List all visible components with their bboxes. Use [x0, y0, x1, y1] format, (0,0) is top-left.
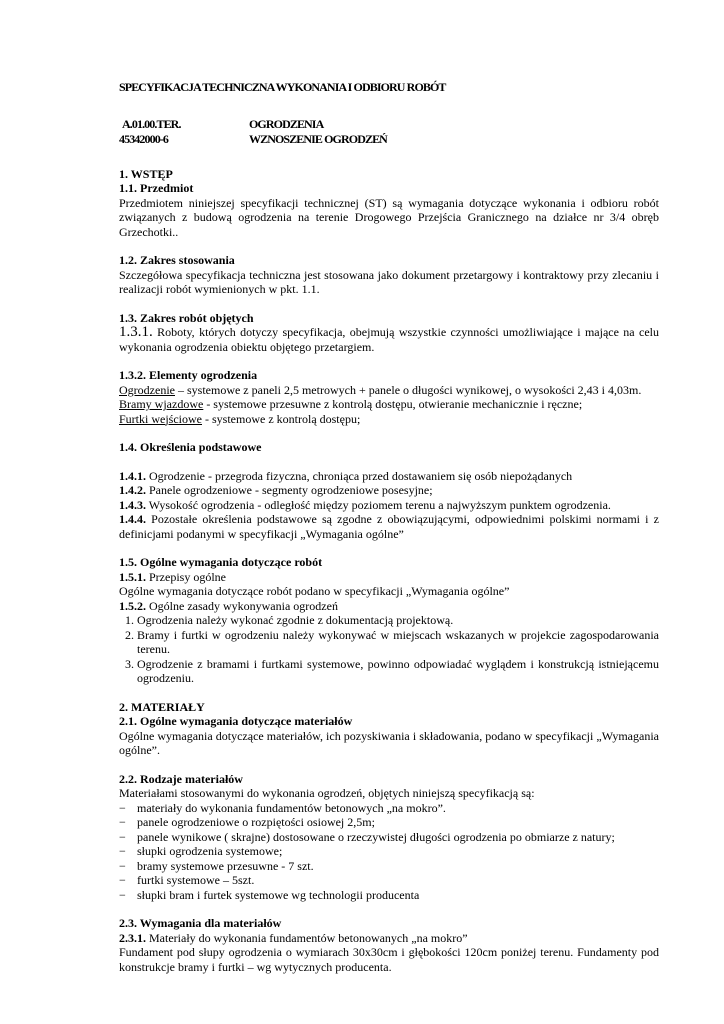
term-label: Bramy wjazdowe	[119, 397, 204, 411]
dash-icon: −	[119, 844, 126, 858]
paragraph: Ogólne wymagania dotyczące materiałów, ich pozyskiwania i składowania, podano w specyfikacji „Wymagania ogólne”.	[119, 728, 659, 757]
code-row	[119, 117, 659, 132]
spec-code: A.01.00.TER.	[122, 116, 181, 131]
term-label: Furtki wejściowe	[119, 411, 202, 426]
paragraph	[119, 931, 659, 946]
paragraph-number: 1.5.2.	[119, 598, 146, 613]
section-material-types	[119, 772, 659, 903]
dash-icon: −	[119, 873, 126, 887]
paragraph-text: Przepisy ogólne	[146, 569, 226, 584]
definition-item	[119, 512, 659, 541]
list-item: − materiały do wykonania fundamentów betonowych „na mokro”.	[119, 800, 446, 815]
definition-item	[119, 498, 659, 513]
list-item: 3. Ogrodzenie z bramami i furtkami systemowe, powinno odpowiadać wyglądem i konstrukcją istniejącemu ogrodzeniu.	[137, 657, 659, 686]
list-item	[119, 397, 659, 412]
subsection-heading: 2.1. Ogólne wymagania dotyczące materiałów	[119, 714, 353, 728]
subsection-heading: 1.2. Zakres stosowania	[119, 253, 235, 267]
subsection-heading: 1.3.2. Elementy ogrodzenia	[119, 368, 258, 382]
dash-icon: −	[119, 887, 126, 902]
definition-text: Pozostałe określenia podstawowe są zgodne z obowiązującymi, odpowiednimi polskimi normami i z definicjami podanymi w specyfikacji „Wymagania ogólne”	[119, 512, 659, 541]
definition-number: 1.4.2.	[119, 483, 146, 497]
paragraph: Fundament pod słupy ogrodzenia o wymiarach 30x30cm i głębokości 120cm poniżej terenu. Fundamenty pod konstrukcje bramy i furtki – wg wytycznych producenta.	[119, 945, 659, 974]
dash-icon: −	[119, 800, 126, 815]
list-item: − panele ogrodzeniowe o rozpiętości osiowej 2,5m;	[119, 815, 375, 829]
definition-item	[119, 469, 659, 484]
list-item	[119, 383, 659, 398]
code-row	[119, 132, 659, 147]
paragraph: Materiałami stosowanymi do wykonania ogrodzeń, objętych niniejszą specyfikacją są:	[119, 786, 535, 800]
paragraph-number: 1.5.1.	[119, 569, 146, 584]
cpv-name: WZNOSZENIE OGRODZEŃ	[249, 131, 387, 146]
list-item: − panele wynikowe ( skrajne) dostosowane o rzeczywistej długości ogrodzenia po obmiarze z natury;	[119, 829, 615, 844]
definition-text: Wysokość ogrodzenia - odległość między poziomem terenu a najwyższym punktem ogrodzenia.	[146, 497, 611, 512]
paragraph	[119, 325, 659, 354]
section-definitions	[119, 440, 659, 541]
rules-list	[119, 613, 659, 686]
paragraph-text: Roboty, których dotyczy specyfikacja, obejmują wszystkie czynności umożliwiające i mające na celu wykonania ogrodzenia obiektu objętego przetargiem.	[119, 325, 659, 354]
paragraph	[119, 570, 659, 585]
section-general-requirements	[119, 555, 659, 686]
paragraph	[119, 599, 659, 614]
term-text: – systemowe z paneli 2,5 metrowych + panele o długości wynikowej, o wysokości 2,43 i 4,03m.	[174, 382, 642, 397]
subsection-heading: 2.2. Rodzaje materiałów	[119, 771, 243, 786]
term-label: Ogrodzenie	[119, 382, 175, 397]
subsection-heading: 1.4. Określenia podstawowe	[119, 440, 262, 454]
list-item: 1. Ogrodzenia należy wykonać zgodnie z dokumentacją projektową.	[137, 613, 659, 628]
materials-list	[119, 801, 659, 903]
definition-text: Ogrodzenie - przegroda fizyczna, chroniąca przed dostawaniem się osób niepożądanych	[146, 468, 573, 483]
list-item: − słupki ogrodzenia systemowe;	[119, 844, 283, 858]
term-text: - systemowe przesuwne z kontrolą dostępu, otwieranie mechanicznie i ręczne;	[203, 397, 583, 411]
subsection-heading: 1.5. Ogólne wymagania dotyczące robót	[119, 555, 323, 569]
section-heading: 1. WSTĘP	[119, 166, 173, 181]
definition-text: Panele ogrodzeniowe - segmenty ogrodzeniowe posesyjne;	[146, 483, 433, 497]
paragraph: Szczegółowa specyfikacja techniczna jest stosowana jako dokument przetargowy i kontraktowy przy zlecaniu i realizacji robót wymienionych w pkt. 1.1.	[119, 267, 659, 296]
section-introduction	[119, 167, 659, 240]
document-title: SPECYFIKACJA TECHNICZNA WYKONANIA I ODBIORU ROBÓT	[119, 80, 446, 94]
list-item	[119, 412, 659, 427]
dash-icon: −	[119, 858, 126, 873]
paragraph-number: 1.3.1.	[119, 324, 153, 340]
subsection-heading: 1.1. Przedmiot	[119, 181, 194, 195]
subsection-heading: 1.3. Zakres robót objętych	[119, 310, 254, 325]
paragraph: Przedmiotem niniejszej specyfikacji technicznej (ST) są wymagania dotyczące wykonania i odbioru robót związanych z budową ogrodzenia na terenie Drogowego Przejścia Granicznego na działce nr 3/4 obręb Grzechotki..	[119, 195, 659, 239]
list-item: − furtki systemowe – 5szt.	[119, 873, 255, 887]
list-item: − słupki bram i furtek systemowe wg technologii producenta	[119, 887, 420, 902]
paragraph-text: Ogólne zasady wykonywania ogrodzeń	[146, 598, 338, 613]
paragraph-text: Materiały do wykonania fundamentów betonowanych „na mokro”	[146, 930, 468, 945]
document-page	[119, 72, 659, 988]
list-item: − bramy systemowe przesuwne - 7 szt.	[119, 858, 314, 873]
term-text: - systemowe z kontrolą dostępu;	[202, 411, 361, 426]
spec-codes	[119, 117, 659, 147]
definition-number: 1.4.4.	[119, 512, 146, 526]
section-materials	[119, 700, 659, 758]
cpv-code: 45342000-6	[119, 131, 168, 146]
dash-icon: −	[119, 829, 126, 844]
dash-icon: −	[119, 815, 126, 829]
definition-number: 1.4.3.	[119, 497, 146, 512]
list-item: 2. Bramy i furtki w ogrodzeniu należy wykonywać w miejscach wskazanych w projekcie zagospodarowania terenu.	[137, 628, 659, 657]
spec-name: OGRODZENIA	[249, 116, 324, 131]
paragraph: Ogólne wymagania dotyczące robót podano w specyfikacji „Wymagania ogólne”	[119, 584, 510, 598]
subsection-heading: 2.3. Wymagania dla materiałów	[119, 916, 282, 930]
section-works-scope	[119, 311, 659, 355]
definition-number: 1.4.1.	[119, 468, 146, 483]
section-heading: 2. MATERIAŁY	[119, 699, 205, 714]
section-fence-elements	[119, 368, 659, 426]
section-scope	[119, 253, 659, 297]
section-material-requirements	[119, 916, 659, 974]
paragraph-number: 2.3.1.	[119, 930, 146, 945]
definition-item	[119, 483, 659, 498]
